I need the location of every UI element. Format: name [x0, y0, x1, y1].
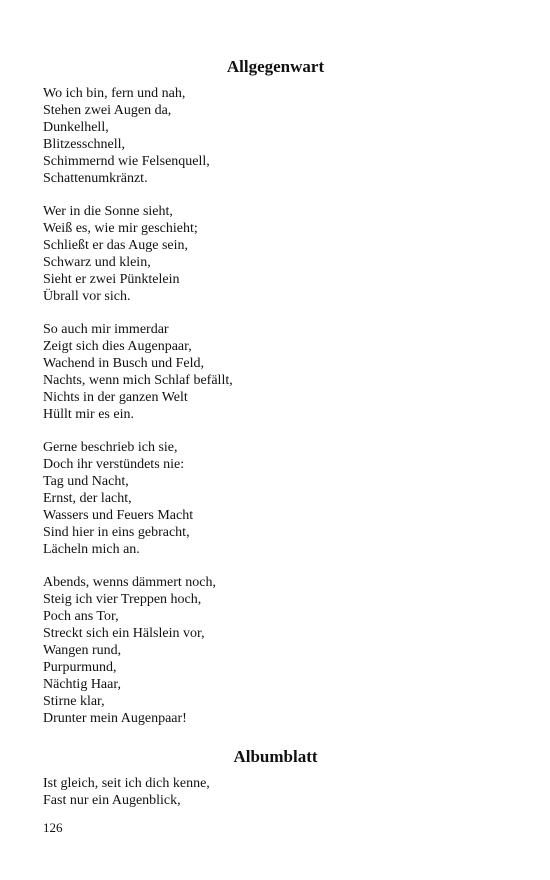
verse-line: Schimmernd wie Felsenquell, [43, 154, 210, 169]
verse-line: Ist gleich, seit ich dich kenne, [43, 776, 210, 791]
verse-line: Stehen zwei Augen da, [43, 103, 172, 118]
page-number: 126 [43, 820, 63, 835]
poem-allgegenwart [43, 56, 508, 727]
verse-line: Tag und Nacht, [43, 474, 129, 489]
verse-line: Wachend in Busch und Feld, [43, 356, 205, 371]
verse-line: Drunter mein Augenpaar! [43, 711, 187, 726]
verse-line: Schattenumkränzt. [43, 171, 148, 186]
verse-line: Wo ich bin, fern und nah, [43, 86, 186, 101]
verse-line: Weiß es, wie mir geschieht; [43, 221, 198, 236]
verse-line: Blitzesschnell, [43, 137, 126, 152]
poem-title: Allgegenwart [226, 57, 325, 76]
verse-line: Doch ihr verstündets nie: [43, 457, 185, 472]
verse-line: Sind hier in eins gebracht, [43, 525, 190, 540]
verse-line: Stirne klar, [43, 694, 105, 709]
verse-line: So auch mir immerdar [43, 322, 169, 337]
verse-line: Purpurmund, [43, 660, 117, 675]
verse-line: Sieht er zwei Pünktelein [43, 272, 180, 287]
verse-line: Nachts, wenn mich Schlaf befällt, [43, 373, 233, 388]
verse-line: Streckt sich ein Hälslein vor, [43, 626, 205, 641]
poem-body [43, 775, 508, 809]
verse-line: Fast nur ein Augenblick, [43, 793, 181, 808]
verse-line: Dunkelhell, [43, 120, 109, 135]
page-content [43, 56, 508, 825]
verse-line: Wassers und Feuers Macht [43, 508, 194, 523]
verse-line: Lächeln mich an. [43, 542, 140, 557]
stanza [43, 439, 508, 558]
verse-line: Wer in die Sonne sieht, [43, 204, 173, 219]
verse-line: Schwarz und klein, [43, 255, 151, 270]
verse-line: Steig ich vier Treppen hoch, [43, 592, 202, 607]
verse-line: Nächtig Haar, [43, 677, 121, 692]
poem-body [43, 85, 508, 727]
stanza [43, 775, 508, 809]
verse-line: Nichts in der ganzen Welt [43, 390, 188, 405]
poem-albumblatt [43, 746, 508, 809]
stanza [43, 321, 508, 423]
verse-line: Abends, wenns dämmert noch, [43, 575, 217, 590]
verse-line: Wangen rund, [43, 643, 122, 658]
stanza [43, 203, 508, 305]
verse-line: Ernst, der lacht, [43, 491, 132, 506]
poem-title: Albumblatt [233, 747, 318, 766]
verse-line: Gerne beschrieb ich sie, [43, 440, 178, 455]
stanza [43, 574, 508, 727]
verse-line: Übrall vor sich. [43, 289, 131, 304]
verse-line: Hüllt mir es ein. [43, 407, 134, 422]
verse-line: Schließt er das Auge sein, [43, 238, 189, 253]
verse-line: Poch ans Tor, [43, 609, 119, 624]
verse-line: Zeigt sich dies Augenpaar, [43, 339, 192, 354]
stanza [43, 85, 508, 187]
